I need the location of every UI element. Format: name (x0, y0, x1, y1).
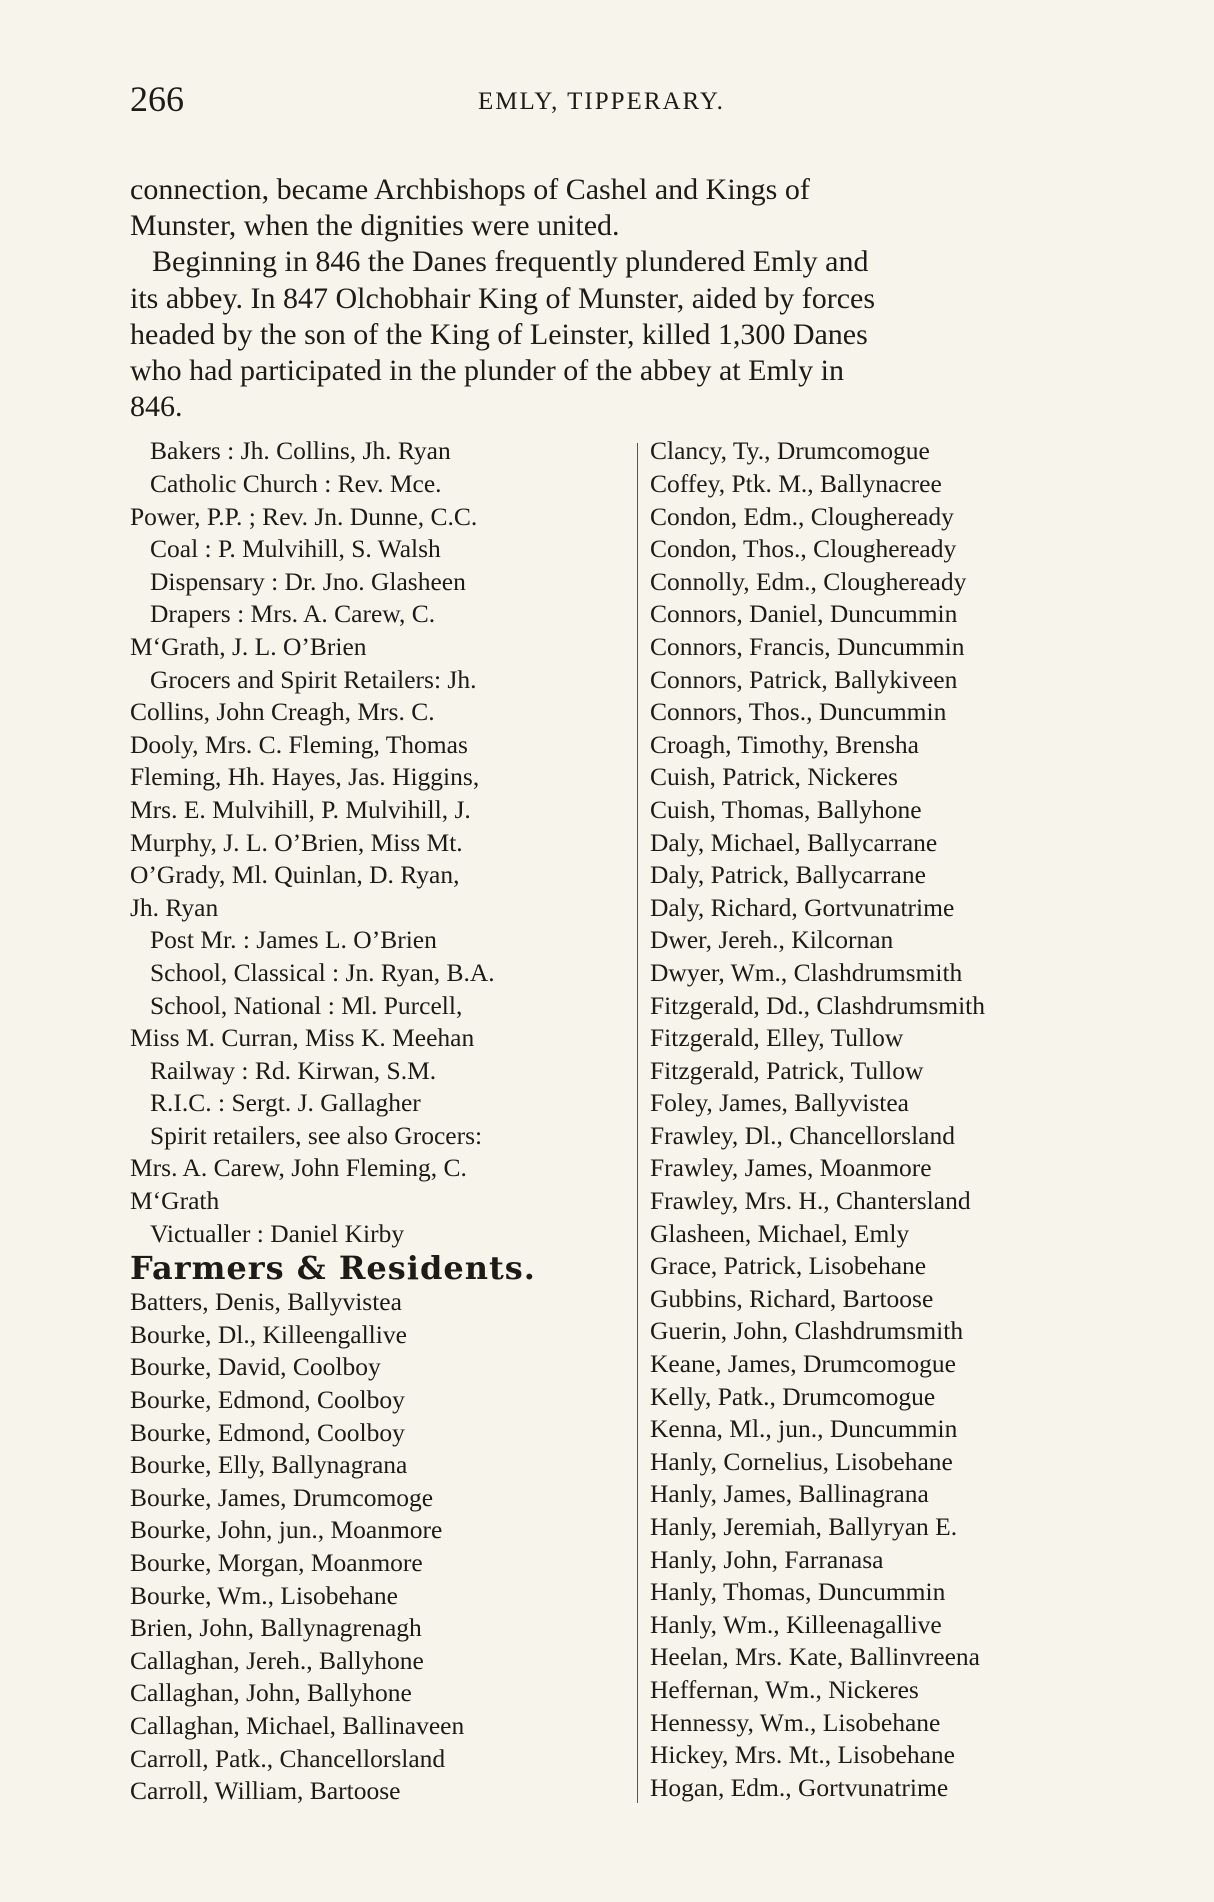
resident-entry: Hanly, John, Farranasa (650, 1544, 884, 1574)
resident-entry: Hanly, Jeremiah, Ballyryan E. (650, 1512, 958, 1542)
intro-line: Munster, when the dignities were united. (130, 209, 620, 243)
resident-entry: Carroll, William, Bartoose (130, 1776, 401, 1806)
resident-entry: Gubbins, Richard, Bartoose (650, 1283, 934, 1313)
resident-entry: Dwyer, Wm., Clashdrumsmith (650, 957, 963, 987)
resident-entry: Keane, James, Drumcomogue (650, 1349, 956, 1379)
resident-entry: Frawley, Mrs. H., Chantersland (650, 1186, 971, 1216)
resident-entry: Connors, Thos., Duncummin (650, 697, 947, 727)
resident-entry: Bourke, Wm., Lisobehane (130, 1580, 398, 1610)
resident-entry: Fitzgerald, Dd., Clashdrumsmith (650, 990, 986, 1020)
directory-line: Miss M. Curran, Miss K. Meehan (130, 1023, 475, 1053)
directory-line: Victualler : Daniel Kirby (150, 1218, 405, 1248)
intro-line: connection, became Archbishops of Cashel and Kings of (130, 173, 810, 206)
resident-entry: Daly, Patrick, Ballycarrane (650, 860, 926, 890)
resident-entry: Hanly, Cornelius, Lisobehane (650, 1446, 953, 1476)
resident-entry: Bourke, James, Drumcomoge (130, 1482, 434, 1512)
directory-line: Murphy, J. L. O’Brien, Miss Mt. (130, 827, 463, 857)
resident-entry: Connors, Francis, Duncummin (650, 631, 965, 661)
resident-entry: Callaghan, Michael, Ballinaveen (130, 1710, 465, 1740)
resident-entry: Callaghan, Jereh., Ballyhone (130, 1645, 424, 1675)
directory-line: Spirit retailers, see also Grocers: (150, 1120, 483, 1150)
resident-entry: Hanly, James, Ballinagrana (650, 1479, 929, 1509)
directory-line: Power, P.P. ; Rev. Jn. Dunne, C.C. (130, 501, 478, 531)
resident-entry: Coffey, Ptk. M., Ballynacree (650, 469, 942, 499)
directory-line: Bakers : Jh. Collins, Jh. Ryan (150, 436, 451, 466)
directory-line: Catholic Church : Rev. Mce. (150, 469, 442, 499)
section-heading: Farmers & Residents. (130, 1249, 536, 1288)
resident-entry: Hogan, Edm., Gortvunatrime (650, 1772, 949, 1802)
directory-line: Coal : P. Mulvihill, S. Walsh (150, 534, 441, 564)
intro-line: headed by the son of the King of Leinster, killed 1,300 Danes (130, 317, 868, 351)
trade-directory (130, 435, 626, 1250)
running-head: EMLY, TIPPERARY. (478, 88, 725, 115)
resident-entry: Bourke, Morgan, Moanmore (130, 1548, 423, 1578)
directory-columns (130, 435, 1130, 1815)
resident-entry: Bourke, Edmond, Coolboy (130, 1385, 405, 1415)
resident-entry: Guerin, John, Clashdrumsmith (650, 1316, 964, 1346)
intro-line: 846. (130, 390, 183, 424)
resident-entry: Heffernan, Wm., Nickeres (650, 1674, 919, 1704)
resident-entry: Hickey, Mrs. Mt., Lisobehane (650, 1740, 955, 1770)
resident-entry: Bourke, Elly, Ballynagrana (130, 1450, 408, 1480)
resident-entry: Bourke, Edmond, Coolboy (130, 1417, 405, 1447)
residents-list-right (650, 435, 1130, 1804)
directory-line: Mrs. A. Carew, John Fleming, C. (130, 1153, 467, 1183)
resident-entry: Fitzgerald, Elley, Tullow (650, 1023, 904, 1053)
directory-line: Railway : Rd. Kirwan, S.M. (150, 1055, 437, 1085)
resident-entry: Hanly, Wm., Killeenagallive (650, 1609, 942, 1639)
resident-entry: Cuish, Patrick, Nickeres (650, 762, 898, 792)
left-column (130, 435, 626, 1807)
intro-line: its abbey. In 847 Olchobhair King of Munster, aided by forces (130, 281, 876, 315)
resident-entry: Kenna, Ml., jun., Duncummin (650, 1414, 958, 1444)
resident-entry: Bourke, David, Coolboy (130, 1352, 381, 1382)
resident-entry: Bourke, Dl., Killeengallive (130, 1319, 407, 1349)
resident-entry: Bourke, John, jun., Moanmore (130, 1515, 443, 1545)
directory-line: School, Classical : Jn. Ryan, B.A. (150, 957, 495, 987)
directory-line: O’Grady, Ml. Quinlan, D. Ryan, (130, 860, 460, 890)
resident-entry: Hennessy, Wm., Lisobehane (650, 1707, 941, 1737)
resident-entry: Dwer, Jereh., Kilcornan (650, 925, 894, 955)
resident-entry: Frawley, Dl., Chancellorsland (650, 1120, 955, 1150)
directory-line: M‘Grath, J. L. O’Brien (130, 631, 367, 661)
directory-line: Drapers : Mrs. A. Carew, C. (150, 599, 436, 629)
resident-entry: Condon, Edm., Clougheready (650, 501, 954, 531)
intro-paragraph-1 (130, 172, 1130, 244)
resident-entry: Glasheen, Michael, Emly (650, 1218, 910, 1248)
directory-line: Mrs. E. Mulvihill, P. Mulvihill, J. (130, 794, 471, 824)
page-header (130, 78, 1130, 128)
resident-entry: Hanly, Thomas, Duncummin (650, 1577, 946, 1607)
directory-line: School, National : Ml. Purcell, (150, 990, 463, 1020)
resident-entry: Callaghan, John, Ballyhone (130, 1678, 412, 1708)
resident-entry: Croagh, Timothy, Brensha (650, 729, 919, 759)
intro-line: who had participated in the plunder of the abbey at Emly in (130, 354, 844, 388)
resident-entry: Daly, Richard, Gortvunatrime (650, 892, 955, 922)
intro-paragraph-2 (130, 244, 1130, 425)
resident-entry: Kelly, Patk., Drumcomogue (650, 1381, 936, 1411)
directory-line: M‘Grath (130, 1186, 220, 1216)
page-number: 266 (130, 79, 184, 119)
directory-line: Dooly, Mrs. C. Fleming, Thomas (130, 729, 468, 759)
directory-line: Collins, John Creagh, Mrs. C. (130, 697, 435, 727)
resident-entry: Foley, James, Ballyvistea (650, 1088, 909, 1118)
intro-line: Beginning in 846 the Danes frequently plundered Emly and (152, 245, 869, 279)
resident-entry: Batters, Denis, Ballyvistea (130, 1287, 402, 1317)
resident-entry: Brien, John, Ballynagrenagh (130, 1613, 422, 1643)
resident-entry: Cuish, Thomas, Ballyhone (650, 794, 922, 824)
directory-line: Dispensary : Dr. Jno. Glasheen (150, 566, 466, 596)
directory-line: Post Mr. : James L. O’Brien (150, 925, 437, 955)
resident-entry: Connolly, Edm., Clougheready (650, 566, 967, 596)
resident-entry: Heelan, Mrs. Kate, Ballinvreena (650, 1642, 980, 1672)
resident-entry: Daly, Michael, Ballycarrane (650, 827, 938, 857)
column-divider (637, 443, 638, 1803)
directory-line: Fleming, Hh. Hayes, Jas. Higgins, (130, 762, 480, 792)
right-column (650, 435, 1130, 1804)
page (130, 78, 1130, 1815)
directory-line: Grocers and Spirit Retailers: Jh. (150, 664, 477, 694)
resident-entry: Clancy, Ty., Drumcomogue (650, 436, 930, 466)
directory-line: R.I.C. : Sergt. J. Gallagher (150, 1088, 421, 1118)
resident-entry: Frawley, James, Moanmore (650, 1153, 932, 1183)
resident-entry: Grace, Patrick, Lisobehane (650, 1251, 927, 1281)
resident-entry: Connors, Daniel, Duncummin (650, 599, 958, 629)
resident-entry: Carroll, Patk., Chancellorsland (130, 1743, 446, 1773)
resident-entry: Condon, Thos., Clougheready (650, 534, 957, 564)
directory-line: Jh. Ryan (130, 892, 219, 922)
residents-list-left (130, 1286, 626, 1808)
intro-paragraphs (130, 172, 1130, 425)
resident-entry: Fitzgerald, Patrick, Tullow (650, 1055, 924, 1085)
resident-entry: Connors, Patrick, Ballykiveen (650, 664, 958, 694)
